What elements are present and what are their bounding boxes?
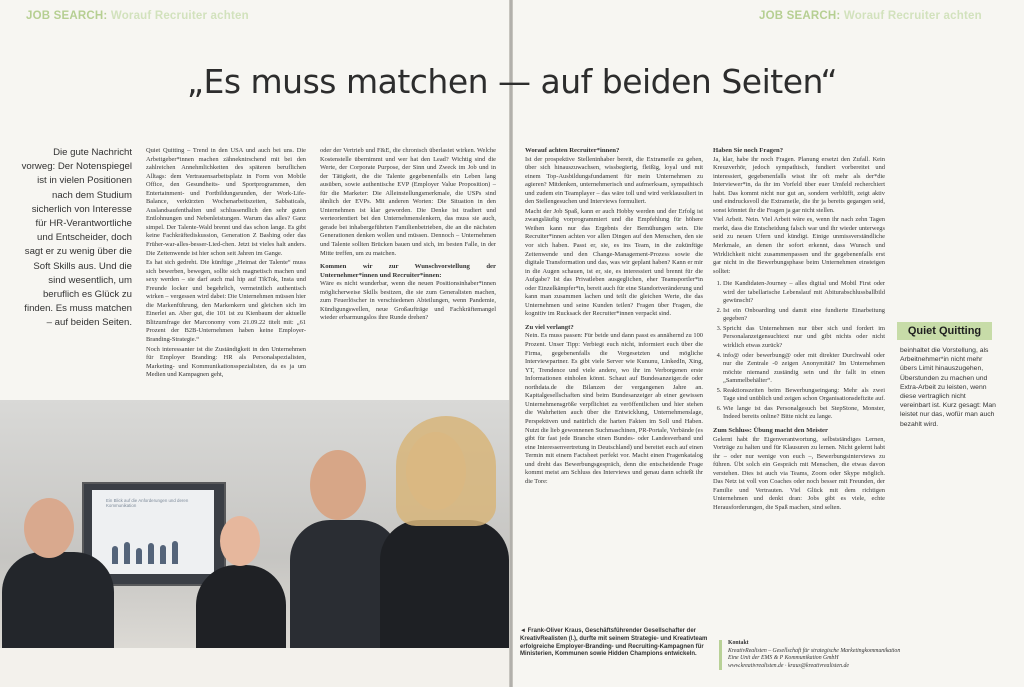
page-header xyxy=(26,10,249,22)
paragraph: Wäre es nicht wunderbar, wenn die neuen Positionsinhaber*innen möglicherweise Skills besitzen, die sie zum Generalisten machen, zum Feuerlöscher in verschiedenen Abteilungen, wenn Pandemie, Kündigungswellen, neue Großaufträge und Fachkräftemangel wieder erbarmungslos ihre Runde drehen? xyxy=(320,280,496,322)
list-item: 5. Reaktionszeiten beim Bewerbungseingang: Mehr als zwei Tage sind unüblich und zeigen schon Organisationsdefizite auf. xyxy=(723,387,885,404)
contact-box xyxy=(719,640,908,670)
header-title: Worauf Recruiter achten xyxy=(110,10,249,22)
headline: „Es muss matchen — auf beiden Seiten“ xyxy=(186,62,838,101)
screen-text: Ein Blick auf die Anforderungen und deren Kommunikation xyxy=(106,498,189,508)
paragraph: Quiet Quitting – Trend in den USA und auch bei uns. Die Arbeitgeber*innen machen zähneknirschend mit bei den zahlreichen Annehmlichkeiten des späteren beruflichen Alltags: dem Vertrauensarbeitsplatz in Form von Mobile Office, den Gesundheits- und Sportprogrammen, den Entertainment- und Fortbildungsrunden, der Work-Life-Balance, verkürzten Wochenarbeitszeiten, Sabbaticals, Auslandsaufenthalten und schlussendlich den sehr guten Entlohnungen und Nebenleistungen. Warum das alles? Ganz simpel. Der Talente-Wald brennt und das schon lange. Es gibt keine Fachkräftediskussion, Generation Z Bashing oder das Früher-war-alles-besser-Lied-chen. Jetzt ist vieles halt anders. Die Zeitenwende ist hier schon seit Jahren im Gange. xyxy=(146,147,306,257)
paragraph: Es hat sich gedreht. Die künftige „Heimat der Talente“ muss sich bewerben, bewegen, sollte sich magnetisch machen und sexy werden – sie darf auch mal hip auf TikTok, Insta und Freunde locker und begehrlich, vermeintlich authentisch wirken – vergessen wird dabei: Die Unternehmen müssen hier die Markenführung, den Markenkern und gleichen sich im Einerlei an. Aber gut, die 101 ist zu Kienbaum der aktuelle Blitzumfrage der Marconomy vom 21.09.22 titelt mit: „61 Prozent der B2B-Unternehmen haben keine Employer-Branding-Strategie.“ xyxy=(146,259,306,344)
paragraph: Noch interessanter ist die Zuständigkeit in den Unternehmen für Employer Branding: HR als Personalspezialisten, Marketing- und Kommunikationsspezialisten, da es ja um Medien und Kampagnen geht, xyxy=(146,345,306,379)
subheading: Zum Schluss: Übung macht den Meister xyxy=(713,426,828,434)
list-item: 2. Ist ein Onboarding und damit eine fundierte Einarbeitung gegeben? xyxy=(723,307,885,324)
sidebar-title: Quiet Quitting xyxy=(897,322,992,340)
paragraph: Viel Arbeit. Nein. Viel Arbeit wäre es, wenn ihr nach zehn Tagen merkt, dass die Entscheidung falsch war und ihr wieder unterwegs seid zu neuen Ufern und kündigt. Einige unmissverständliche Merkmale, an denen ihr sofort erkennt, dass Wunsch und Wirklichkeit nicht zusammenpassen und ihr gegebenenfalls erst gar nicht in die Bewerbungsphase beim Unternehmen einsteigen solltet: xyxy=(713,216,885,275)
table xyxy=(0,648,509,687)
photo-caption: ◄ Frank-Oliver Kraus, Geschäftsführender Gesellschafter der KreativRealisten (l.), durfte mit seinem Strategie- und Kreativteam erfolgreiche Employer-Branding- und Recruiting-Kampagnen für Ministerien, Kommunen sowie Hidden Champions entwickeln. xyxy=(520,628,708,658)
page-header xyxy=(759,10,982,22)
list-item: 6. Wie lange ist das Personalgesuch bei StepStone, Monster, Indeed bereits online? Bitte nicht zu lange. xyxy=(723,405,885,422)
left-page xyxy=(0,0,509,687)
figure-icon xyxy=(112,546,118,564)
paragraph: Ist der prospektive Stelleninhaber bereit, die Extrameile zu gehen, über sich hinauszuwachsen, wissbegierig, fleißig, loyal und mit einem Top-Ausbildungsfundament für mein Unternehmen zu agieren? Mitdenken, unternehmerisch und aufmerksam, sympathisch und zudem ein Teamplayer – das wäre toll und wird verklausuliert in den Stellengesuchen und Interviews formuliert. xyxy=(525,155,703,206)
paragraph: oder der Vertrieb und F&E, die chronisch überlastet wirken. Welche Kostenstelle übernimmt und wer hat den Lead? Wichtig sind die Werte, der Corporate Purpose, der Sinn und Zweck im Job und in der Tätigkeit, die die Talente gegebenenfalls ein Leben lang ausüben, sowie authentische EVP (Employer Value Proposition) – für die Marketer: Die Alleinstellungsmerkmale, die USPs sind ähnlich der EVPs. Mit anderen Worten: Die Situation in den Unternehmen ist klar geworden. Die Denke ist tradiert und werteorientiert bei den Unternehmenslenkern, das muss sie auch, gerade bei inhabergeführten Familienbetrieben, die an die nächsten Generationen denken wollen und müssen. Dennoch – Unternehmen und Talente sollten Brücken bauen und sich, im besten Falle, in der Mitte treffen, um zu matchen. xyxy=(320,147,496,257)
presentation-screen xyxy=(92,490,214,574)
figure-icon xyxy=(172,541,178,564)
figure-icon xyxy=(136,548,142,564)
paragraph: Macht der Job Spaß, kann er auch Hobby werden und der Erfolg ist zwangsläufig vorprogrammiert und die Empfehlung für höhere Weihen kann nur das Ergebnis der Bemühungen sein. Die Recruiter*innen achten vor allen Dingen auf den Menschen, den sie vor sich haben. Passt er, sie, es ins Team, in die zukünftige Zeitenwende und den Change-Management-Prozess sowie die digitale Transformation und das, was wir geplant haben? Kann er mir in die Augen schauen, ist er, sie, es interessiert und brennt für die Aufgabe? Ist das Privatleben ausgeglichen, eher Teamsportler*in oder Einzelkämpfer*in, bereit auch für eine Standortveränderung und kann man zusammen lachen und teilt die gleichen Werte, die das Unternehmen und seine Kunden teilen? Fragen über Fragen, die kognitiv im Rucksack der Recruiter*innen verpackt sind. xyxy=(525,207,703,318)
checklist xyxy=(713,280,885,422)
contact-line: Eine Unit der EMS & P Kommunikation GmbH xyxy=(728,655,839,662)
list-item: 1. Die Kandidaten-Journey – alles digital und Mobil First oder wird der tabellarische Lebenslauf mit Abiturabschlussballbild gewünscht? xyxy=(723,280,885,306)
subheading: Worauf achten Recruiter*innen? xyxy=(525,147,620,154)
header-topic: JOB SEARCH: xyxy=(759,10,841,22)
contact-web[interactable]: www.kreativrealisten.de · kraus@kreativrealisten.de xyxy=(728,662,849,669)
lead-text: Die gute Nachricht vorweg: Der Notenspiegel ist in vielen Positionen nach dem Studium sicherlich von Interesse für HR-Verantwortliche und Entscheider, doch sagt er zu wenig über die Soft Skills aus. Und die sind wesentlich, um beruflich es Glück zu finden. Es muss matchen – auf beiden Seiten. xyxy=(21,147,132,329)
list-item: 3. Spricht das Unternehmen nur über sich und fordert im Personalanzeigensuchtext nur und gibt nichts oder nicht wirklich etwas zurück? xyxy=(723,325,885,351)
figure-icon xyxy=(160,545,166,564)
column-2 xyxy=(320,147,496,397)
team-photo xyxy=(0,400,509,687)
header-topic: JOB SEARCH: xyxy=(26,10,108,22)
subheading: Kommen wir zur Wunschvorstellung der Unternehmer*innen und Recruiter*innen: xyxy=(320,263,496,279)
right-page xyxy=(513,0,1024,687)
contact-line: KreativRealisten – Gesellschaft für strategische Marketingkommunikation xyxy=(728,647,901,654)
contact-label: Kontakt xyxy=(728,640,749,646)
figure-icon xyxy=(148,543,154,564)
subheading: Zu viel verlangt? xyxy=(525,323,574,331)
sidebar-text: beinhaltet die Vorstellung, als Arbeitnehmer*in nicht mehr übers Limit hinauszugehen, Überstunden zu machen und Extra-Arbeit zu leisten, wenn diese vertraglich nicht vereinbart ist. Kurz gesagt: Man leistet nur das, wofür man auch bezahlt wird. xyxy=(900,347,996,428)
column-1 xyxy=(146,147,306,397)
paragraph: Ja, klar, habe ihr noch Fragen. Planung ersetzt den Zufall. Kein Kreuzverhör, jedoch sympathisch, fundiert vorbereitet und interessiert, gegebenenfalls wisst ihr oft mehr als der*die Interviewer*in, da ihr im Vorfeld über euer Umfeld recherchiert habt. Das kommt nicht nur gut an, sondern verblüfft, zeigt aktiv und eindrucksvoll die Extrameile, die ihr ja bereits gegangen seid, sonst könntet ihr die Fragen ja gar nicht stellen. xyxy=(713,155,885,214)
paragraph: Nein. Es muss passen: Für beide und dann passt es annähernd zu 100 Prozent. Unser Tipp: Verbiegt euch nicht, informiert euch über die Firma, gegebenenfalls die Vorgesetzten und mögliche Interviewpartner. Es gibt viele Server wie Kununu, LinkedIn, Xing, YT, Trendence und viele andere, wo ihr im Verborgenen erste Informationen einholen könnt. Schaut auf Bundesanzeiger.de oder northdata.de die Bilanzen der vergangenen Jahre an. Kapitalgesellschaften sind beim Bundesanzeiger ab einer gewissen Unternehmensgröße verpflichtet zu veröffentlichen und hier stehen die Wahrheiten auch über die Entwicklung, Unternehmenslage, Perspektiven und natürlich die harten Fakten im Soll und Haben. Nutzt die lieb gewonnenen Suchmaschinen, PR-Portale, Verbände (es gibt für fast jede Branche einen Bundes- oder Landesverband und eine Interessenvertretung in Deutschland) und bereitet euch auf einen Termin mit einem Factsheet perfekt vor. Macht einen Fragenkatalog und dreht das Bewerbungsgespräch, denn die entscheidende Frage kommt meist am Schluss des Interviews und genau dann schießt ihr die Tore: xyxy=(525,332,703,485)
paragraph: Gelernt habt ihr Eigenverantwortung, selbstständiges Lernen, Vorträge zu halten und für Klausuren zu lernen. Nicht gelernt habt ihr – oder nur wenige von euch –, Bewerbungsinterviews zu führen. Übt solch ein Gespräch mit Menschen, die etwas davon verstehen. Dies ist auch via Teams, Zoom oder Skype möglich. Das Netz ist voll von Coaches oder noch besser mit Freunden, der Familie und Vertrauten. Viel Glück mit dem richtigen Unternehmen und denkt dran: Jobs gibt es viele, echte Herausforderungen, die Spaß machen, sind selten. xyxy=(713,435,885,511)
subheading: Haben Sie noch Fragen? xyxy=(713,147,784,154)
column-4 xyxy=(713,147,885,637)
figure-icon xyxy=(124,542,130,564)
column-3 xyxy=(525,147,703,627)
list-item: 4. info@ oder bewerbung@ oder mit direkter Durchwahl oder nur die Zentrale -0 zeigen Anonymität? Im Unternehmen möchte niemand zuständig sein und ihr fallt in einen „Sammelbehälter“. xyxy=(723,352,885,386)
header-title: Worauf Recruiter achten xyxy=(843,10,982,22)
